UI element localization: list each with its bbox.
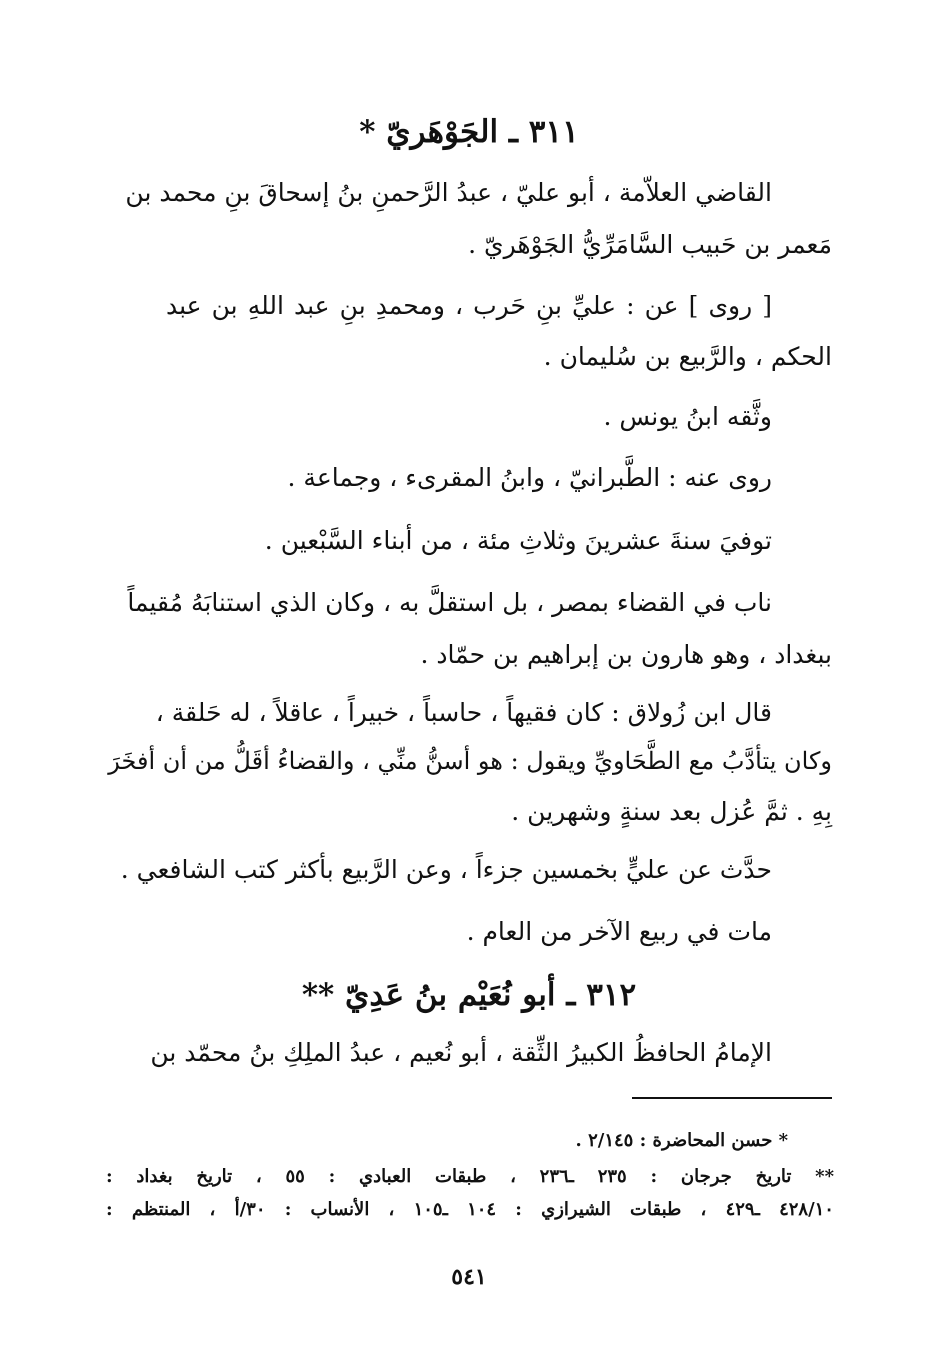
entry-311-line-8: ناب في القضاء بمصر ، بل استقلَّ به ، وكان الذي استنابَهُ مُقيماً bbox=[127, 588, 772, 617]
entry-311-line-2: مَعمر بن حَبيب السَّامَرِّيُّ الجَوْهَريّ . bbox=[468, 230, 832, 259]
entry-311-line-1: القاضي العلاّمة ، أبو عليّ ، عبدُ الرَّحمنِ بنُ إسحاقَ بنِ محمد بن bbox=[125, 178, 772, 207]
footnote-2-line-2: ٤٢٨/١٠ ـ٤٢٩ ، طبقات الشيرازي : ١٠٤ ـ١٠٥ ، الأنساب : ٣٠/أ ، المنتظم : bbox=[106, 1199, 834, 1220]
entry-311-line-3: [ روى ] عن : عليِّ بنِ حَرب ، ومحمدِ بنِ عبد اللهِ بن عبد bbox=[166, 291, 772, 320]
entry-311-line-11: وكان يتأدَّبُ مع الطَّحَاويِّ ويقول : هو أسنُّ منِّي ، والقضاءُ أقَلُّ من أن أفخَرَ bbox=[108, 747, 832, 775]
entry-311-line-7: توفيَ سنةَ عشرينَ وثلاثِ مئة ، من أبناء السَّبْعين . bbox=[264, 526, 772, 555]
entry-311-line-14: مات في ربيع الآخر من العام . bbox=[466, 917, 772, 946]
entry-311-title: ٣١١ ـ الجَوْهَريّ * bbox=[359, 114, 579, 150]
entry-311-line-10: قال ابن زُولاق : كان فقيهاً ، حاسباً ، خبيراً ، عاقلاً ، له حَلقة ، bbox=[155, 698, 772, 727]
page-number: ٥٤١ bbox=[451, 1264, 487, 1290]
entry-311-line-4: الحكم ، والرَّبيع بن سُليمان . bbox=[543, 342, 832, 371]
footnote-separator bbox=[632, 1097, 832, 1099]
entry-311-line-9: ببغداد ، وهو هارون بن إبراهيم بن حمّاد . bbox=[420, 640, 832, 669]
entry-312-line-1: الإمامُ الحافظُ الكبيرُ الثِّقة ، أبو نُعيم ، عبدُ الملِكِ بنُ محمّد بن bbox=[150, 1038, 772, 1067]
footnote-1: * حسن المحاضرة : ٢/١٤٥ . bbox=[575, 1130, 788, 1151]
entry-312-title: ٣١٢ ـ أبو نُعَيْم بنُ عَدِيّ ** bbox=[301, 977, 637, 1013]
footnote-2-line-1: ** تاريخ جرجان : ٢٣٥ ـ٢٣٦ ، طبقات العبادي : ٥٥ ، تاريخ بغداد : bbox=[106, 1166, 834, 1187]
entry-311-line-13: حدَّث عن عليٍّ بخمسين جزءاً ، وعن الرَّبيع بأكثر كتب الشافعي . bbox=[120, 855, 772, 884]
entry-311-line-12: بِهِ . ثمَّ عُزل بعد سنةٍ وشهرين . bbox=[511, 797, 832, 826]
entry-311-line-5: وثَّقه ابنُ يونس . bbox=[603, 402, 772, 431]
entry-311-line-6: روى عنه : الطَّبرانيّ ، وابنُ المقرىء ، وجماعة . bbox=[287, 463, 772, 492]
